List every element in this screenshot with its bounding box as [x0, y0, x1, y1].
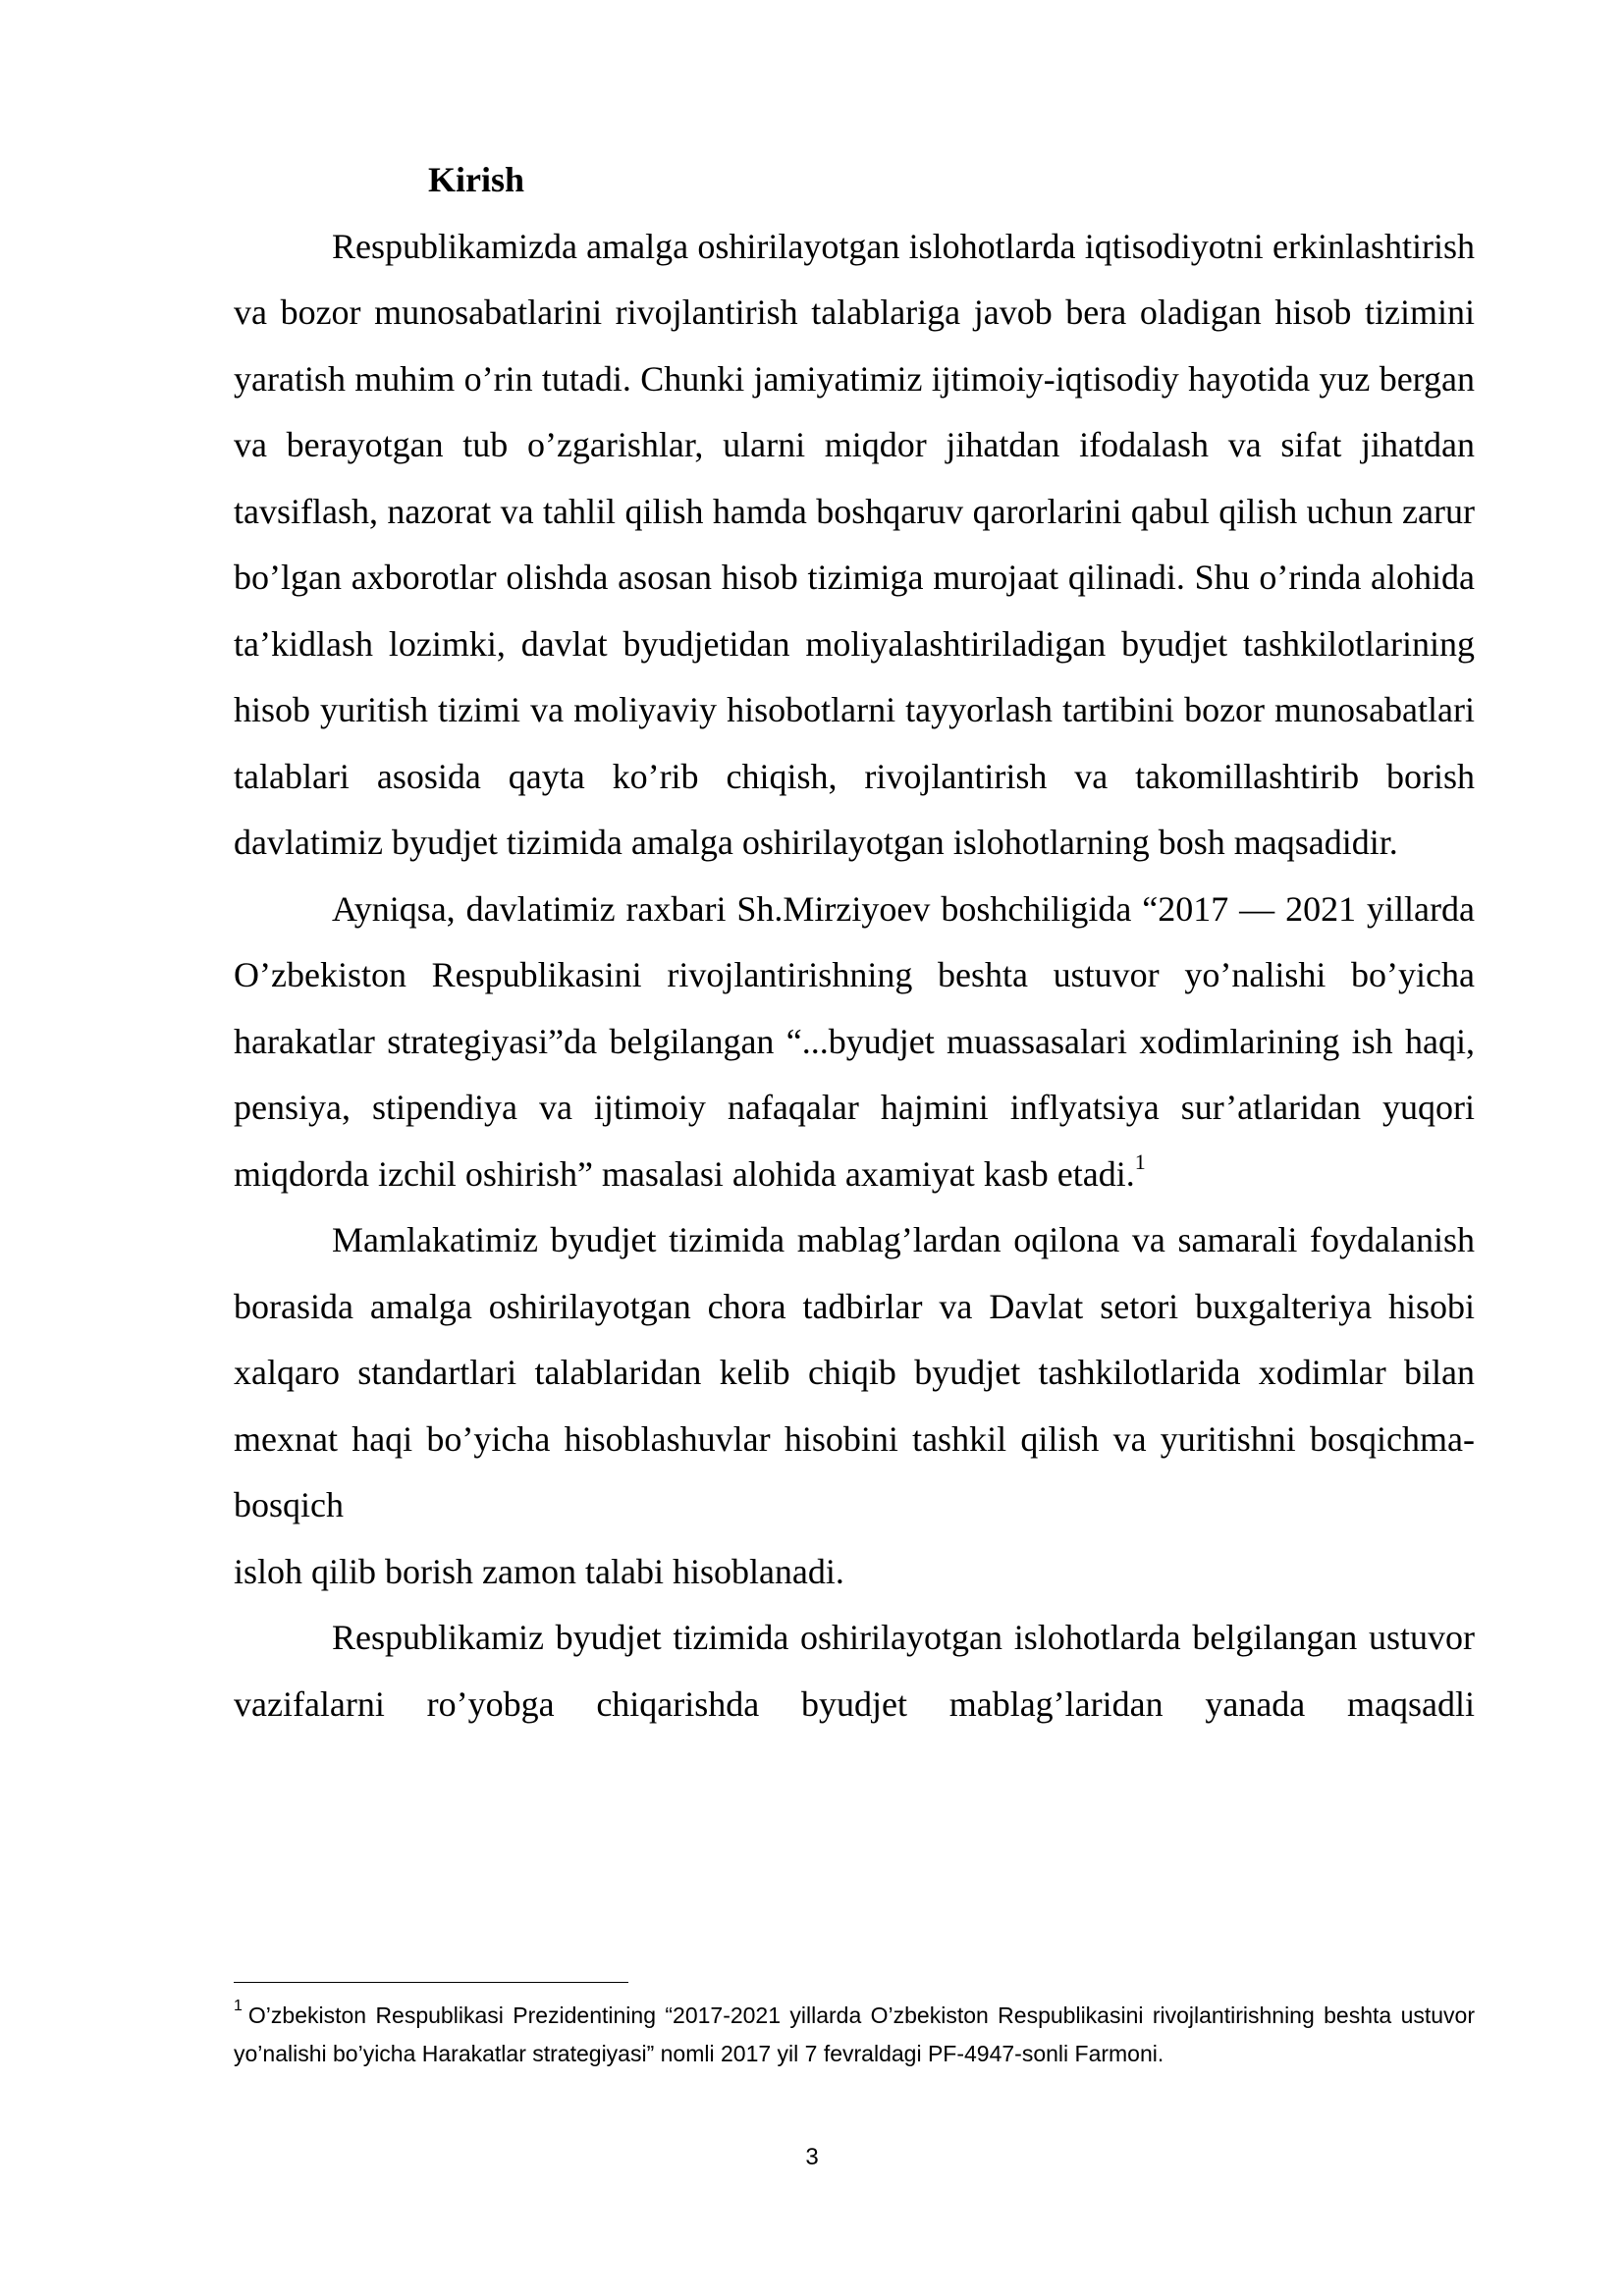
paragraph-3-continuation: isloh qilib borish zamon talabi hisoblanadi. — [234, 1551, 844, 1591]
paragraph-2-text: Ayniqsa, davlatimiz raxbari Sh.Mirziyoev boshchiligida “2017 — 2021 yillarda O’zbekiston Respublikasini rivojlantirishning beshta ustuvor yo’nalishi bo’yicha harakatlar strategiyasi”da belgilangan “...byudjet muassasalari xodimlarining ish haqi, pensiya, stipendiya va ijtimoiy nafaqalar hajmini inflyatsiya sur’atlaridan yuqori miqdorda izchil oshirish” masalasi alohida axamiyat kasb etadi. — [234, 888, 1475, 1194]
footnote — [234, 1997, 1475, 2073]
footnote-reference[interactable]: 1 — [1134, 1148, 1146, 1174]
paragraph-4: Respublikamiz byudjet tizimida oshirilayotgan islohotlarda belgilangan ustuvor vazifalarni ro’yobga chiqarishda byudjet mablag’laridan yanada maqsadli — [234, 1618, 1475, 1724]
main-text — [234, 147, 1475, 1737]
paragraph-1: Respublikamizda amalga oshirilayotgan islohotlarda iqtisodiyotni erkinlashtirish va bozor munosabatlarini rivojlantirish talablariga javob bera oladigan hisob tizimini yaratish muhim o’rin tutadi. Chunki jamiyatimiz ijtimoiy-iqtisodiy hayotida yuz bergan va berayotgan tub o’zgarishlar, ularni miqdor jihatdan ifodalash va sifat jihatdan tavsiflash, nazorat va tahlil qilish hamda boshqaruv qarorlarini qabul qilish uchun zarur bo’lgan axborotlar olishda asosan hisob tizimiga murojaat qilinadi. Shu o’rinda alohida ta’kidlash lozimki, davlat byudjetidan moliyalashtiriladigan byudjet tashkilotlarining hisob yuritish tizimi va moliyaviy hisobotlarni tayyorlash tartibini bozor munosabatlari talablari asosida qayta ko’rib chiqish, rivojlantirish va takomillashtirib borish davlatimiz byudjet tizimida amalga oshirilayotgan islohotlarning bosh maqsadidir. — [234, 226, 1475, 862]
paragraph-3: Mamlakatimiz byudjet tizimida mablag’lardan oqilona va samarali foydalanish borasida amalga oshirilayotgan chora tadbirlar va Davlat setori buxgalteriya hisobi xalqaro standartlari talablaridan kelib chiqib byudjet tashkilotlarida xodimlar bilan mexnat haqi bo’yicha hisoblashuvlar hisobini tashkil qilish va yuritishni bosqichma-bosqich — [234, 1220, 1475, 1524]
page-title: Kirish — [428, 160, 525, 199]
footnote-marker: 1 — [234, 1998, 243, 2015]
paragraph-2 — [234, 877, 1475, 1208]
footnote-separator — [234, 1982, 628, 1983]
footnote-text: O’zbekiston Respublikasi Prezidentining “2017-2021 yillarda O’zbekiston Respublikasini rivojlantirishning beshta ustuvor yo’nalishi bo’yicha Harakatlar strategiyasi” nomli 2017 yil 7 fevraldagi PF-4947-sonli Farmoni. — [234, 2002, 1475, 2066]
page-number: 3 — [805, 2144, 819, 2170]
